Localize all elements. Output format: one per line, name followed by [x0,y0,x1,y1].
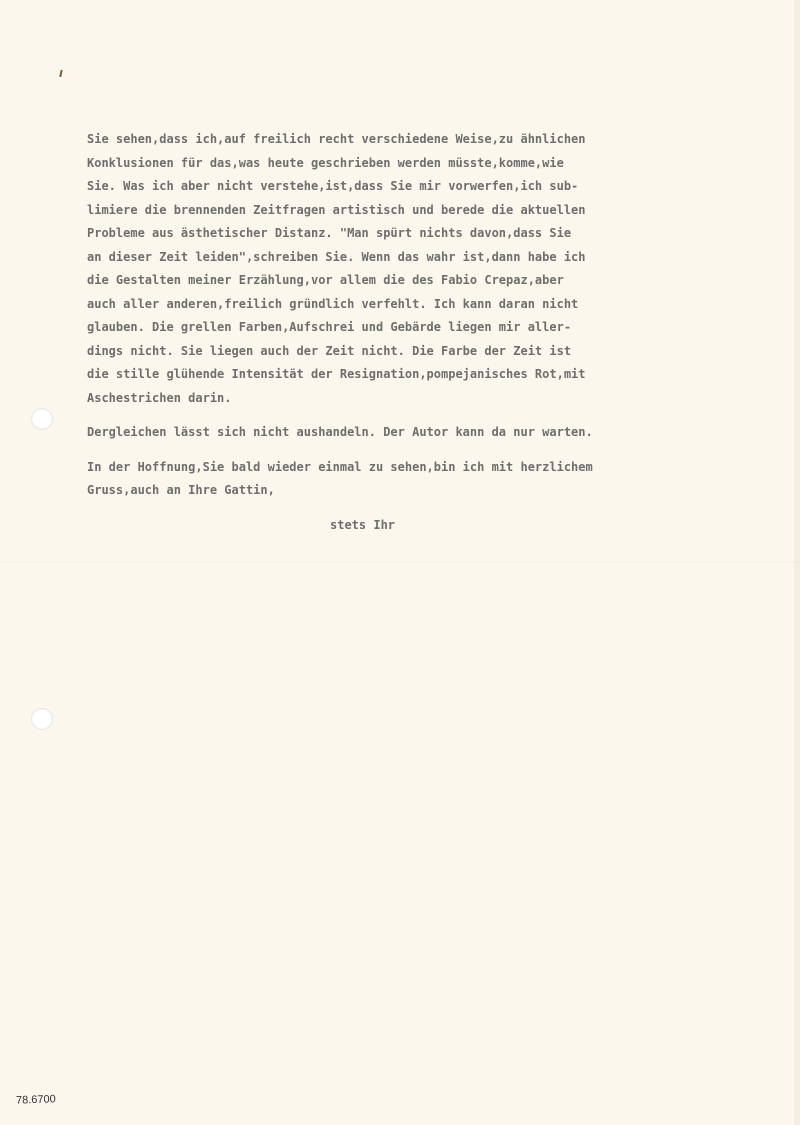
text-line: auch aller anderen,freilich gründlich verfehlt. Ich kann daran nicht [87,296,579,311]
punch-hole-top [31,408,53,430]
text-line: Gruss,auch an Ihre Gattin, [87,483,275,497]
archive-number: 78.6700 [15,1093,56,1107]
text-line: Dergleichen lässt sich nicht aushandeln. Der Autor kann da nur warten. [87,425,593,439]
text-line: an dieser Zeit leiden",schreiben Sie. Wenn das wahr ist,dann habe ich [87,249,586,264]
text-line: Konklusionen für das,was heute geschrieben werden müsste,komme,wie [87,155,564,170]
text-line: Probleme aus ästhetischer Distanz. "Man spürt nichts davon,dass Sie [87,226,572,240]
text-line: dings nicht. Sie liegen auch der Zeit nicht. Die Farbe der Zeit ist [87,343,572,358]
pencil-mark [59,70,62,77]
paragraph-2 [87,421,687,445]
text-line: Sie sehen,dass ich,auf freilich recht verschiedene Weise,zu ähnlichen [87,132,586,146]
text-line: limiere die brennenden Zeitfragen artistisch und berede die aktuellen [87,202,586,217]
text-line: In der Hoffnung,Sie bald wieder einmal zu sehen,bin ich mit herzlichem [87,459,593,474]
fold-line [0,562,800,563]
text-line: Sie. Was ich aber nicht verstehe,ist,dass Sie mir vorwerfen,ich sub- [87,179,579,193]
text-line: die stille glühende Intensität der Resignation,pompejanisches Rot,mit [87,367,586,381]
text-line: glauben. Die grellen Farben,Aufschrei und Gebärde liegen mir aller- [87,320,572,334]
text-line: Aschestrichen darin. [87,390,232,405]
paragraph-1 [87,128,687,410]
punch-hole-bottom [31,708,53,730]
closing-phrase: stets Ihr [330,517,396,532]
letter-body [87,128,687,537]
paragraph-3 [87,456,687,503]
text-line: die Gestalten meiner Erzählung,vor allem die des Fabio Crepaz,aber [87,273,564,287]
